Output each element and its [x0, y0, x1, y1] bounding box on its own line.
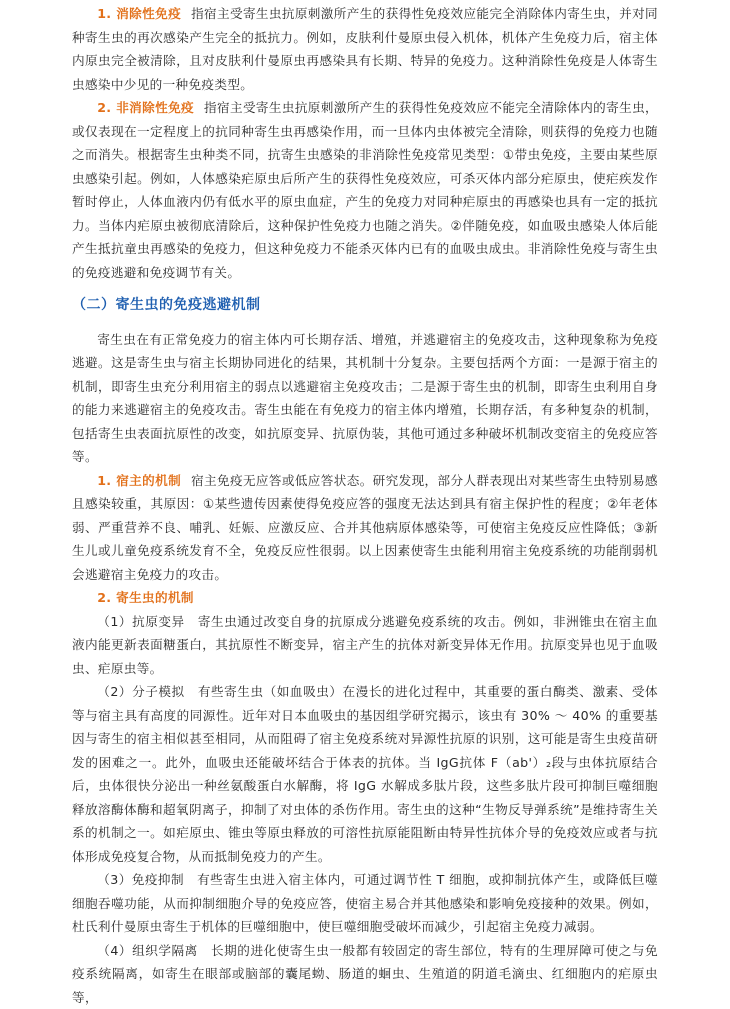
document-body: [72, 2, 658, 1009]
paragraph-histological-isolation: [72, 939, 658, 1009]
paragraph-host-mechanism: [72, 469, 658, 587]
paragraph-antigen-variation: [72, 610, 658, 681]
paragraph-text: 指宿主受寄生虫抗原刺激所产生的获得性免疫效应能完全消除体内寄生虫，并对同种寄生虫的再次感染产生完全的抵抗力。例如，皮肤利什曼原虫侵入机体，机体产生免疫力后，宿主体内原虫完全被清除，且对皮肤利什曼原虫再感染具有长期、特异的免疫力。这种消除性免疫是人体寄生虫感染中少见的一种免疫类型。: [72, 6, 658, 92]
subheading-parasite-mechanism: 2. 寄生虫的机制: [97, 590, 194, 605]
paragraph-elimination-immunity: [72, 2, 658, 96]
paragraph-immunosuppression: [72, 868, 658, 939]
section-heading-immune-evasion: （二）寄生虫的免疫逃避机制: [72, 294, 658, 318]
subheading-elimination-immunity: 1. 消除性免疫: [97, 6, 181, 21]
paragraph-text: 指宿主受寄生虫抗原刺激所产生的获得性免疫效应不能完全清除体内的寄生虫，或仅表现在一定程度上的抗同种寄生虫再感染作用，而一旦体内虫体被完全清除，则获得的免疫力也随之而消失。根据寄生虫种类不同，抗寄生虫感染的非消除性免疫常见类型：①带虫免疫，主要由某些原虫感染引起。例如，人体感染疟原虫后所产生的获得性免疫效应，可杀灭体内部分疟原虫，使疟疾发作暂时停止，人体血液内仍有低水平的原虫血症，产生的免疫力对同种疟原虫的再感染也具有一定的抵抗力。当体内疟原虫被彻底清除后，这种保护性免疫力也随之消失。②伴随免疫，如血吸虫感染人体后能产生抵抗童虫再感染的免疫力，但这种免疫力不能杀灭体内已有的血吸虫成虫。非消除性免疫与寄生虫的免疫逃避和免疫调节有关。: [72, 100, 658, 280]
paragraph-text: （2）分子模拟 有些寄生虫（如血吸虫）在漫长的进化过程中，其重要的蛋白酶类、激素、受体等与宿主具有高度的同源性。近年对日本血吸虫的基因组学研究揭示，该虫有 30% ～ 40% 的重要基因与寄生的宿主相似甚至相同，从而阻碍了宿主免疫系统对异源性抗原的识别，这可能是寄生虫疫苗研发的困难之一。此外，血吸虫还能破坏结合于体表的抗体。当 IgG抗体 F（ab'）₂段与虫体抗原结合后，虫体很快分泌出一种丝氨酸蛋白水解酶，将 IgG 水解成多肽片段，这些多肽片段可抑制巨噬细胞释放溶酶体酶和超氧阴离子，抑制了对虫体的杀伤作用。寄生虫的这种“生物反导弹系统”是维持寄生关系的机制之一。如疟原虫、锥虫等原虫释放的可溶性抗原能阻断由特异性抗体介导的免疫效应或者与抗体形成免疫复合物，从而抵制免疫力的产生。: [72, 684, 658, 864]
paragraph-text: （1）抗原变异 寄生虫通过改变自身的抗原成分逃避免疫系统的攻击。例如，非洲锥虫在宿主血液内能更新表面糖蛋白，其抗原性不断变异，宿主产生的抗体对新变异体无作用。抗原变异也见于血吸虫、疟原虫等。: [72, 614, 658, 676]
paragraph-text: （4）组织学隔离 长期的进化使寄生虫一般都有较固定的寄生部位，特有的生理屏障可使之与免疫系统隔离，如寄生在眼部或脑部的囊尾蚴、肠道的蛔虫、生殖道的阴道毛滴虫、红细胞内的疟原虫等，: [72, 943, 658, 1005]
paragraph-immune-evasion-intro: [72, 328, 658, 469]
paragraph-text: 宿主免疫无应答或低应答状态。研究发现，部分人群表现出对某些寄生虫特别易感且感染较重，其原因：①某些遗传因素使得免疫应答的强度无法达到具有宿主保护性的程度；②年老体弱、严重营养不良、哺乳、妊娠、应激反应、合并其他病原体感染等，可使宿主免疫反应性降低；③新生儿或儿童免疫系统发育不全，免疫反应性很弱。以上因素使寄生虫能利用宿主免疫系统的功能削弱机会逃避宿主免疫力的攻击。: [72, 473, 658, 582]
subheading-host-mechanism: 1. 宿主的机制: [97, 473, 181, 488]
paragraph-non-elimination-immunity: [72, 96, 658, 284]
paragraph-molecular-mimicry: [72, 680, 658, 868]
paragraph-parasite-mechanism-heading: [72, 586, 658, 610]
paragraph-text: 寄生虫在有正常免疫力的宿主体内可长期存活、增殖，并逃避宿主的免疫攻击，这种现象称为免疫逃避。这是寄生虫与宿主长期协同进化的结果，其机制十分复杂。主要包括两个方面：一是源于宿主的机制，即寄生虫充分利用宿主的弱点以逃避宿主免疫攻击；二是源于寄生虫的机制，即寄生虫利用自身的能力来逃避宿主的免疫攻击。寄生虫能在有免疫力的宿主体内增殖，长期存活，有多种复杂的机制，包括寄生虫表面抗原性的改变，如抗原变异、抗原伪装，其他可通过多种破坏机制改变宿主的免疫应答等。: [72, 332, 658, 465]
subheading-non-elimination-immunity: 2. 非消除性免疫: [97, 100, 194, 115]
paragraph-text: （3）免疫抑制 有些寄生虫进入宿主体内，可通过调节性 T 细胞，或抑制抗体产生，或降低巨噬细胞吞噬功能，从而抑制细胞介导的免疫应答，使宿主易合并其他感染和影响免疫接种的效果。例如，杜氏利什曼原虫寄生于机体的巨噬细胞中，使巨噬细胞受破坏而减少，引起宿主免疫力减弱。: [72, 872, 658, 934]
